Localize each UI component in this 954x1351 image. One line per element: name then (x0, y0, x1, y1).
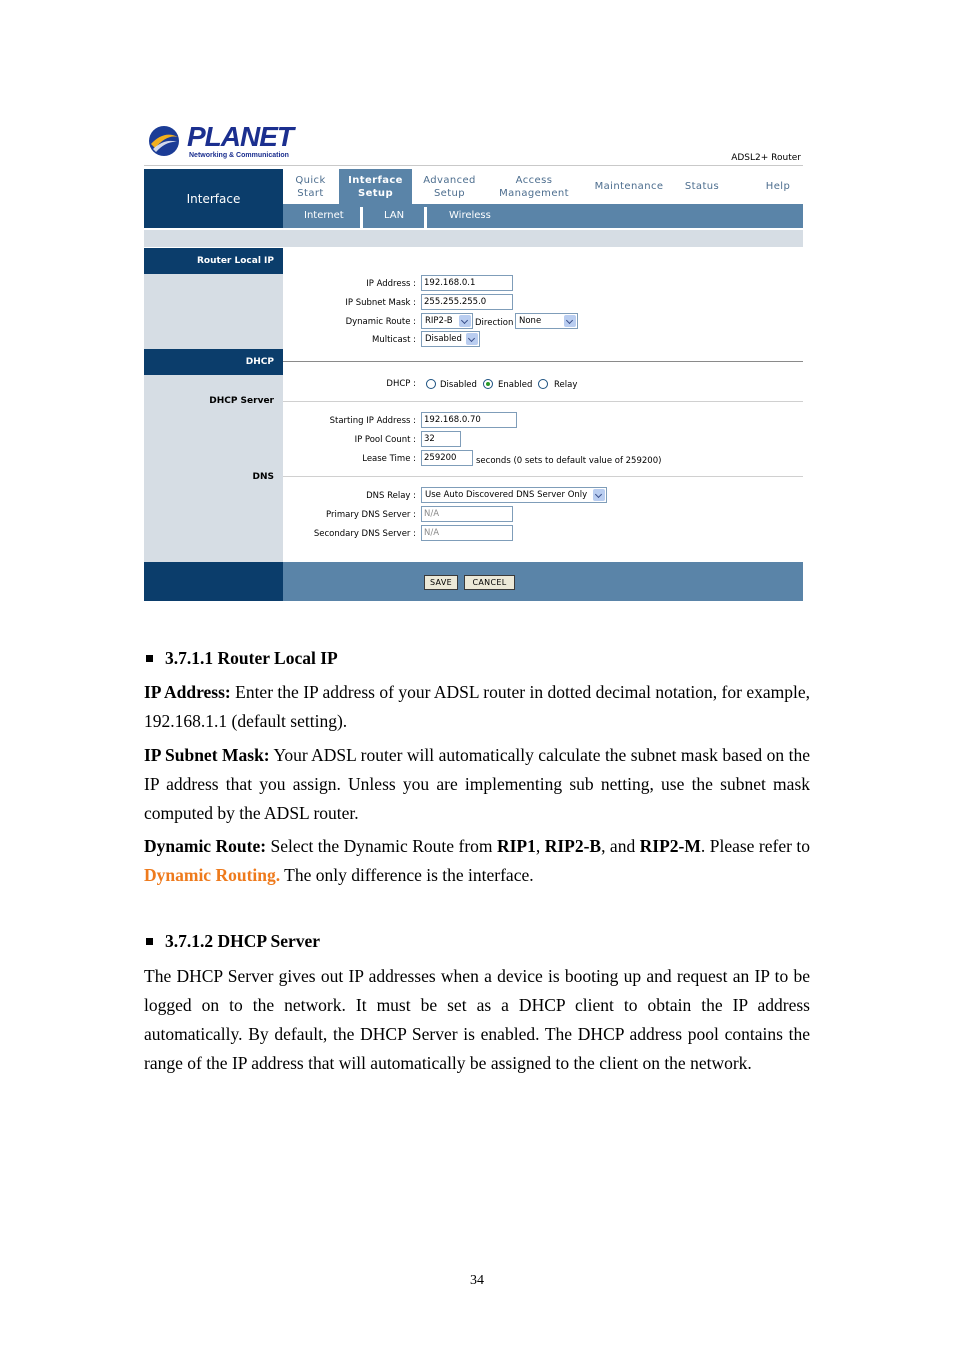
footer-bar (283, 562, 803, 601)
bullet-icon (146, 655, 153, 662)
section-router-local-ip: Router Local IP (144, 248, 283, 274)
cancel-button[interactable]: CANCEL (464, 575, 515, 590)
multicast-select[interactable] (421, 331, 480, 347)
dhcp-disabled-label: Disabled (440, 380, 477, 390)
body-text: Enter the IP address of your ADSL router in dotted decimal notation, for example, 192.168.1.1 (default setting). (144, 682, 810, 731)
body-text: Your ADSL router will automatically calculate the subnet mask based on the IP address that you assign. Unless you are implementing sub netting, use the subnet mask computed by the ADSL router. (144, 745, 810, 823)
heading-router-local-ip (144, 648, 338, 669)
primary-dns-input[interactable]: N/A (421, 506, 513, 522)
term: IP Address: (144, 682, 231, 702)
tab-label: Start (297, 187, 324, 199)
dynamic-route-select[interactable] (421, 313, 473, 329)
paragraph-dynamic-route (144, 832, 810, 890)
tab-label: Access (515, 174, 553, 186)
chevron-down-icon (459, 315, 471, 327)
lease-time-input[interactable]: 259200 (421, 450, 473, 466)
chevron-down-icon (593, 489, 605, 501)
starting-ip-label: Starting IP Address : (329, 416, 416, 426)
tab-label: Setup (357, 187, 394, 199)
planet-logo (147, 121, 293, 162)
dns-relay-label: DNS Relay : (366, 491, 416, 501)
tab-label: Status (684, 181, 720, 192)
tab-quick-start[interactable] (283, 169, 338, 204)
lease-time-note: seconds (0 sets to default value of 259200) (476, 456, 662, 466)
bullet-icon (146, 938, 153, 945)
subtab-wireless[interactable]: Wireless (449, 210, 491, 221)
tab-advanced-setup[interactable] (413, 169, 486, 204)
section-dhcp-server: DHCP Server (209, 396, 274, 406)
divider (283, 476, 803, 477)
starting-ip-input[interactable]: 192.168.0.70 (421, 412, 517, 428)
tab-label: Setup (433, 187, 466, 199)
multicast-value: Disabled (425, 334, 462, 344)
multicast-label: Multicast : (372, 335, 416, 345)
divider (283, 401, 803, 402)
dynamic-route-label: Dynamic Route : (345, 317, 416, 327)
dynamic-routing-link[interactable]: Dynamic Routing. (144, 865, 281, 885)
tab-label: Quick (295, 174, 326, 186)
dhcp-disabled-radio[interactable] (426, 379, 436, 389)
pool-count-input[interactable]: 32 (421, 431, 461, 447)
chevron-down-icon (564, 315, 576, 327)
paragraph-subnet-mask (144, 741, 810, 828)
product-name: ADSL2+ Router (731, 153, 801, 163)
body-text: The only difference is the interface. (280, 865, 534, 885)
tab-access-management[interactable] (487, 169, 581, 204)
tab-label: Maintenance (594, 181, 664, 192)
divider (283, 361, 803, 362)
tab-label: Advanced (423, 174, 476, 186)
chevron-down-icon (466, 333, 478, 345)
sub-tabs (283, 204, 803, 228)
router-screenshot (144, 118, 803, 601)
body-text: . Please refer to (700, 836, 811, 856)
header-divider (144, 165, 803, 166)
dns-relay-select[interactable] (421, 487, 607, 503)
tab-maintenance[interactable] (583, 169, 675, 204)
page-number: 34 (470, 1273, 484, 1288)
save-button[interactable]: SAVE (424, 575, 458, 590)
term: RIP2-B (544, 836, 602, 856)
body-text: , (535, 836, 545, 856)
logo-wordmark: PLANET (187, 121, 293, 152)
subtab-internet[interactable]: Internet (304, 210, 344, 221)
ip-address-input[interactable]: 192.168.0.1 (421, 275, 513, 291)
subnet-mask-input[interactable]: 255.255.255.0 (421, 294, 513, 310)
dhcp-relay-label: Relay (554, 380, 578, 390)
subtab-lan[interactable]: LAN (384, 210, 405, 221)
body-text: Select the Dynamic Route from (266, 836, 497, 856)
pool-count-label: IP Pool Count : (354, 435, 416, 445)
footer-left (144, 562, 283, 601)
tab-label: Management (499, 187, 569, 199)
paragraph-ip-address (144, 678, 810, 736)
tab-interface-setup[interactable] (339, 169, 412, 204)
dhcp-enabled-radio[interactable] (483, 379, 493, 389)
dhcp-enabled-label: Enabled (498, 380, 533, 390)
paragraph-dhcp-server: The DHCP Server gives out IP addresses when a device is booting up and request an IP to be logged on to the network. It must be set as a DHCP client to obtain the IP address automatically. By default, the DHCP Server is enabled. The DHCP address pool contains the range of the IP address that will automatically be assigned to the client on the network. (144, 966, 810, 1073)
direction-label: Direction (475, 318, 514, 328)
secondary-dns-label: Secondary DNS Server : (313, 529, 416, 539)
tab-help[interactable] (753, 169, 803, 204)
tab-label: Interface (348, 174, 403, 186)
grey-band (144, 230, 803, 247)
secondary-dns-input[interactable]: N/A (421, 525, 513, 541)
logo-tagline: Networking & Communication (189, 152, 289, 159)
dynamic-route-value: RIP2-B (425, 316, 453, 326)
dns-relay-value: Use Auto Discovered DNS Server Only (425, 490, 588, 500)
heading-dhcp-server (144, 931, 320, 952)
subtab-separator (360, 207, 363, 228)
globe-icon (147, 124, 181, 158)
primary-dns-label: Primary DNS Server : (326, 510, 416, 520)
term: IP Subnet Mask: (144, 745, 270, 765)
lease-time-label: Lease Time : (362, 454, 416, 464)
direction-value: None (519, 316, 542, 326)
heading-text: 3.7.1.2 DHCP Server (165, 931, 321, 951)
dhcp-relay-radio[interactable] (538, 379, 548, 389)
subnet-mask-label: IP Subnet Mask : (345, 298, 416, 308)
term: Dynamic Route: (144, 836, 267, 856)
body-text: , and (601, 836, 640, 856)
term: RIP2-M (639, 836, 701, 856)
subtab-separator (424, 207, 427, 228)
dhcp-label: DHCP : (386, 379, 416, 389)
main-tabs (283, 169, 803, 204)
ip-address-label: IP Address : (366, 279, 416, 289)
section-title: Interface (144, 169, 283, 228)
heading-text: 3.7.1.1 Router Local IP (165, 648, 338, 668)
direction-select[interactable] (515, 313, 578, 329)
section-dns: DNS (252, 472, 274, 482)
tab-label: Help (765, 181, 791, 192)
term: RIP1 (496, 836, 536, 856)
section-dhcp: DHCP (144, 349, 283, 375)
tab-status[interactable] (675, 169, 729, 204)
